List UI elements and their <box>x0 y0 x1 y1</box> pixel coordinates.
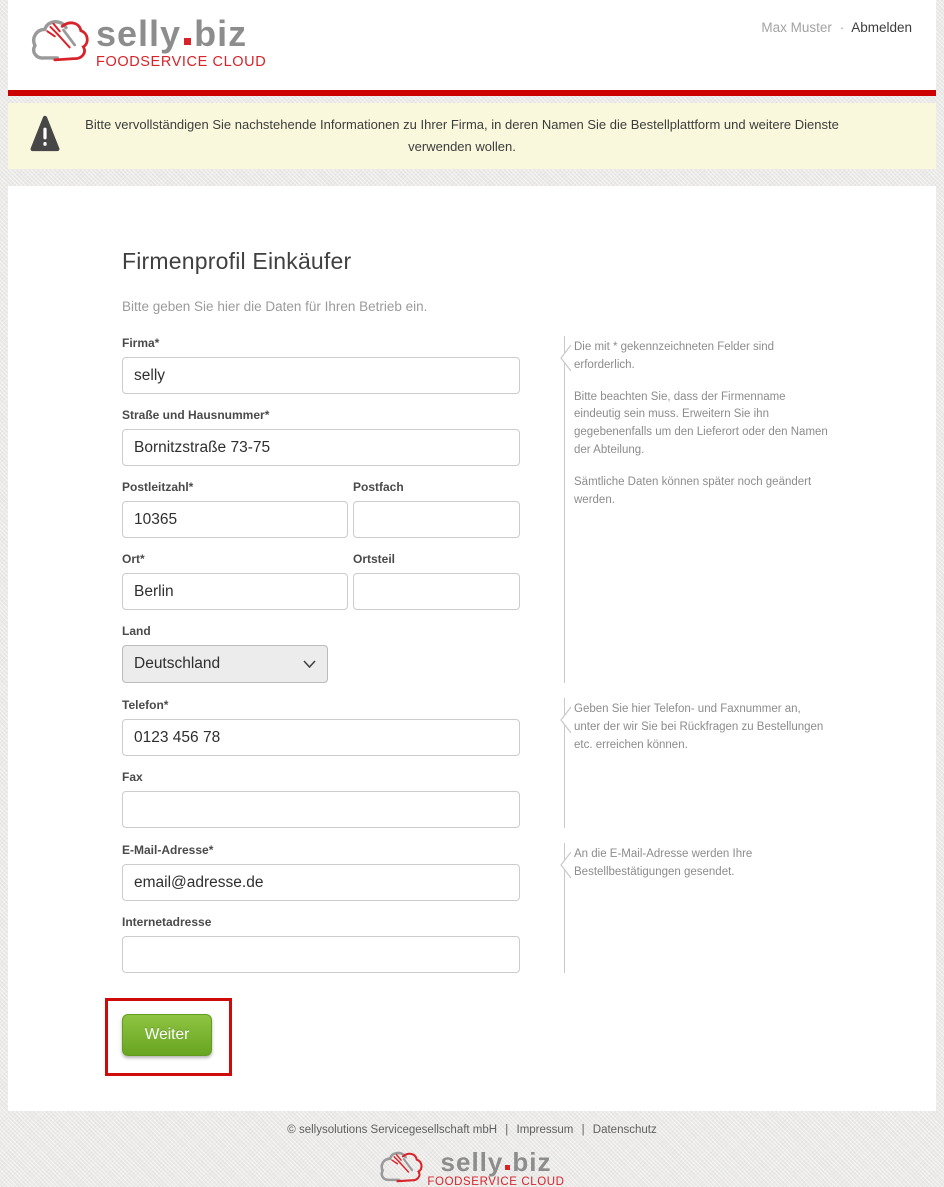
header-logo[interactable] <box>30 12 267 70</box>
internet-input[interactable] <box>122 936 520 973</box>
field-ortsteil <box>353 552 520 610</box>
ortsteil-label: Ortsteil <box>353 552 396 566</box>
footer-logo <box>379 1148 564 1187</box>
telefon-input[interactable] <box>122 719 520 756</box>
brand-dot-icon <box>184 38 191 45</box>
copyright: © sellysolutions Servicegesellschaft mbH <box>287 1124 498 1136</box>
field-plz <box>122 480 348 538</box>
postfach-label: Postfach <box>353 480 404 494</box>
strasse-label: Straße und Hausnummer* <box>122 408 270 422</box>
help-text: Bitte beachten Sie, dass der Firmenname eindeutig sein muss. Erweitern Sie ihn gegebenenfalls um den Lieferort oder den Namen der Abteilung. <box>574 390 828 457</box>
field-internet <box>122 915 520 973</box>
impressum-link[interactable]: Impressum <box>516 1124 574 1136</box>
logout-link[interactable]: Abmelden <box>851 20 912 35</box>
country-select[interactable] <box>122 645 328 683</box>
user-separator: · <box>839 20 845 35</box>
bubble-tail-icon <box>559 705 571 740</box>
brand-tagline: FOODSERVICE CLOUD <box>96 53 267 70</box>
footer-separator: | <box>581 1124 585 1136</box>
ort-label: Ort* <box>122 552 145 566</box>
field-email <box>122 843 520 901</box>
field-fax <box>122 770 520 828</box>
plz-label: Postleitzahl* <box>122 480 194 494</box>
brand-tagline: FOODSERVICE CLOUD <box>427 1176 565 1187</box>
weiter-button[interactable]: Weiter <box>122 1014 212 1056</box>
firma-input[interactable] <box>122 357 520 394</box>
field-firma <box>122 336 520 394</box>
help-bubble-address <box>564 336 836 683</box>
form-section-address <box>122 336 836 683</box>
user-name: Max Muster <box>761 20 832 35</box>
country-select-value: Deutschland <box>134 655 221 672</box>
firma-label: Firma* <box>122 336 160 350</box>
fax-label: Fax <box>122 770 143 784</box>
footer-text <box>0 1124 944 1136</box>
plz-input[interactable] <box>122 501 348 538</box>
internet-label: Internetadresse <box>122 915 212 929</box>
email-input[interactable] <box>122 864 520 901</box>
page-subtitle: Bitte geben Sie hier die Daten für Ihren Betrieb ein. <box>122 299 428 314</box>
warning-triangle-icon <box>30 114 60 159</box>
help-text: Die mit * gekennzeichneten Felder sind erforderlich. <box>574 341 775 371</box>
alert-message: Bitte vervollständigen Sie nachstehende Informationen zu Ihrer Firma, in deren Namen Sie die Bestellplattform und weitere Dienste verwenden wollen. <box>85 116 839 154</box>
page-title: Firmenprofil Einkäufer <box>122 248 352 274</box>
bubble-tail-icon <box>559 850 571 885</box>
land-label: Land <box>122 624 151 638</box>
ort-input[interactable] <box>122 573 348 610</box>
footer-separator: | <box>505 1124 509 1136</box>
email-label: E-Mail-Adresse* <box>122 843 214 857</box>
ortsteil-input[interactable] <box>353 573 520 610</box>
header <box>8 0 936 90</box>
brand-name: selly biz <box>96 12 248 54</box>
field-telefon <box>122 698 520 756</box>
form-section-phone <box>122 698 836 828</box>
cloud-cutlery-icon <box>379 1148 425 1187</box>
footer <box>0 1111 944 1187</box>
help-text: An die E-Mail-Adresse werden Ihre Bestellbestätigungen gesendet. <box>574 848 753 878</box>
cloud-cutlery-icon <box>30 15 92 70</box>
help-bubble-phone <box>564 698 836 828</box>
bubble-tail-icon <box>559 343 571 378</box>
postfach-input[interactable] <box>353 501 520 538</box>
brand-name: selly biz <box>440 1147 552 1178</box>
fax-input[interactable] <box>122 791 520 828</box>
help-text: Geben Sie hier Telefon- und Faxnummer an, unter der wir Sie bei Rückfragen zu Bestellungen etc. erreichen können. <box>574 703 824 751</box>
alert-banner <box>8 103 936 169</box>
help-text: Sämtliche Daten können später noch geändert werden. <box>574 475 812 506</box>
field-postfach <box>353 480 520 538</box>
telefon-label: Telefon* <box>122 698 169 712</box>
brand-dot-icon <box>505 1165 510 1170</box>
chevron-down-icon <box>303 655 316 673</box>
field-ort <box>122 552 348 610</box>
help-bubble-email <box>564 843 836 973</box>
annotation-highlight-box <box>105 998 232 1076</box>
main-panel <box>8 186 936 1111</box>
form-section-email <box>122 843 836 973</box>
user-nav <box>761 20 912 35</box>
strasse-input[interactable] <box>122 429 520 466</box>
datenschutz-link[interactable]: Datenschutz <box>592 1124 657 1136</box>
field-land <box>122 624 520 683</box>
field-strasse <box>122 408 520 466</box>
